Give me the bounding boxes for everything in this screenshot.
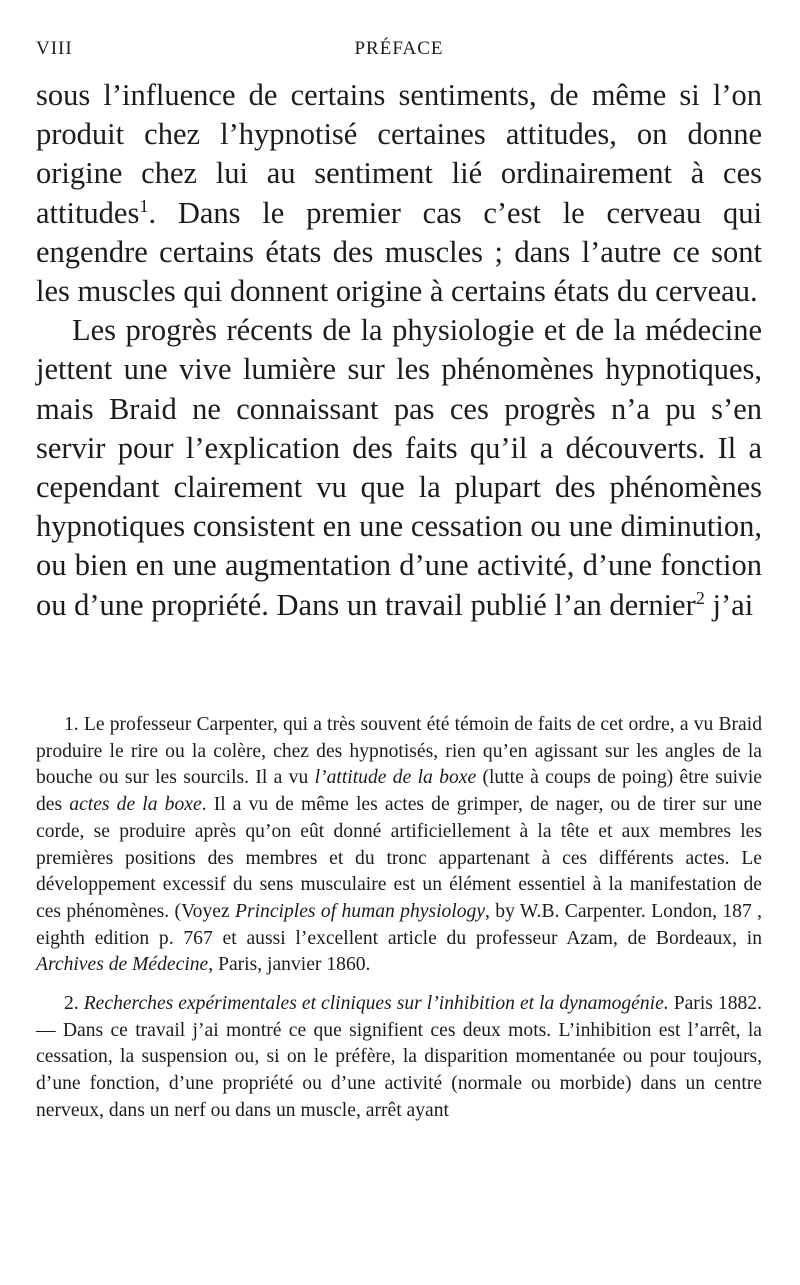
footnote-ref-2: 2: [695, 587, 705, 608]
footnote-1-text: Le professeur Carpenter, qui a très souvent été témoin de faits de cet ordre, a vu Braid produire le rire ou la colère, chez des hypnotisés, rien qu’en agissant sur les angles de la bouche ou sur les sourcils. Il a vu: [36, 714, 762, 789]
footnote-1-italic: l’attitude de la boxe: [314, 767, 477, 789]
page-number: VIII: [36, 38, 73, 59]
footnote-1-italic: Principles of human physiology: [235, 900, 486, 922]
main-text: [36, 76, 762, 625]
footnote-ref-1: 1: [139, 195, 149, 216]
footnote-2-italic: Recherches expérimentales et cliniques sur l’inhibition et la dynamogénie.: [78, 993, 669, 1015]
footnote-1-italic: actes de la boxe: [69, 794, 202, 816]
paragraph-2-text-after: j’ai: [704, 587, 754, 622]
footnote-1-italic: Archives de Médecine: [36, 954, 209, 976]
running-title: PRÉFACE: [354, 38, 444, 59]
footnote-1-text: (lutte à coups de poing) être suivie des: [36, 767, 762, 816]
paragraph-2-text: Les progrès récents de la physiologie et de la médecine jettent une vive lumière sur les phénomènes hypnotiques, mais Braid ne connaissant pas ces progrès n’a pu s’en servir pour l’explication des faits qu’il a découverts. Il a cependant clairement vu que la plupart des phénomènes hypnotiques consistent en une cessation ou une diminution, ou bien en une augmentation d’une activité, d’une fonction ou d’une propriété. Dans un travail publié l’an dernier: [36, 313, 762, 622]
footnote-1: [36, 712, 762, 979]
paragraph-1-text: sous l’influence de certains sentiments, de même si l’on produit chez l’hypnotisé certaines attitudes, on donne origine chez lui au sentiment lié ordinairement à ces attitudes: [36, 78, 762, 230]
footnote-1-number: 1.: [64, 714, 79, 735]
paragraph-2: [36, 311, 762, 625]
footnote-2: [36, 991, 762, 1125]
footnote-1-text: . Il a vu de même les actes de grimper, de nager, ou de tirer sur une corde, se produire après qu’on eût donné artificiellement à la tête et aux membres les premières positions des membres et du tronc appartenant à ces différents actes. Le développement excessif du sens musculaire est un élément essentiel à la manifestation de ces phénomènes. (Voyez: [36, 794, 762, 922]
footnotes: [36, 712, 762, 1125]
running-header: [36, 38, 762, 64]
footnote-1-text: , by W.B. Carpenter. London, 187 , eighth edition p. 767 et aussi l’excellent article du professeur Azam, de Bordeaux, in: [36, 900, 762, 949]
paragraph-1-text-after: . Dans le premier cas c’est le cerveau qui engendre certains états des muscles ; dans l’autre ce sont les muscles qui donnent origine à certains états du cerveau.: [36, 195, 762, 309]
footnote-1-text: , Paris, janvier 1860.: [208, 954, 371, 976]
footnote-2-number: 2.: [64, 993, 79, 1015]
footnote-2-text: Paris 1882. — Dans ce travail j’ai montré ce que signifient ces deux mots. L’inhibition est l’arrêt, la cessation, la suspension ou, si on le préfère, la disparition momentanée ou pour toujours, d’une fonction, d’une propriété ou d’une activité (normale ou morbide) dans un centre nerveux, dans un nerf ou dans un muscle, arrêt ayant: [36, 993, 762, 1121]
paragraph-1: [36, 76, 762, 311]
